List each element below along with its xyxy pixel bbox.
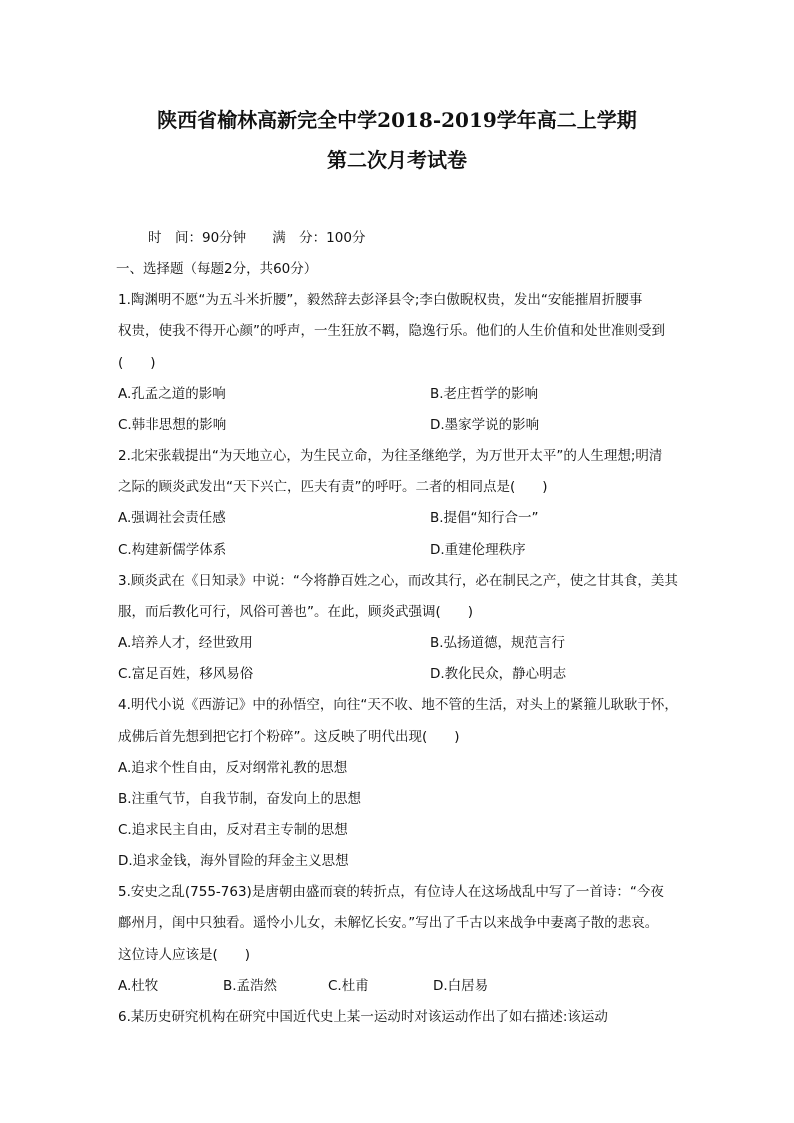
- option-a: A.培养人才，经世致用: [118, 635, 253, 652]
- question-4-line: 4.明代小说《西游记》中的孙悟空，向往“天不收、地不管的生活，对头上的紧箍儿耿耿于怀，: [118, 697, 678, 714]
- option-c: C.富足百姓，移风易俗: [118, 666, 254, 683]
- option-d: D.追求金钱，海外冒险的拜金主义思想: [118, 853, 349, 870]
- question-2-line: 2.北宋张载提出“为天地立心，为生民立命，为往圣继绝学，为万世开太平”的人生理想;明清: [118, 448, 663, 465]
- section-heading: 一、选择题（每题2分，共60分）: [116, 261, 318, 278]
- question-1-line: ( ): [118, 354, 156, 371]
- question-5-line: 鄜州月，闺中只独看。遥怜小儿女，未解忆长安。”写出了千古以来战争中妻离子散的悲哀。: [118, 915, 659, 932]
- option-b: B.注重气节，自我节制，奋发向上的思想: [118, 790, 362, 807]
- option-d: D.白居易: [433, 977, 489, 994]
- option-b: B.老庄哲学的影响: [430, 385, 539, 402]
- question-1-line: 权贵，使我不得开心颜”的呼声，一生狂放不羁，隐逸行乐。他们的人生价值和处世准则受到: [118, 323, 665, 340]
- option-b: B.孟浩然: [223, 977, 278, 994]
- question-5-line: 5.安史之乱(755-763)是唐朝由盛而衰的转折点，有位诗人在这场战乱中写了一首诗：“今夜: [118, 884, 664, 901]
- exam-body: [118, 223, 688, 1033]
- question-3-line: 服，而后教化可行，风俗可善也”。在此，顾炎武强调( ): [118, 603, 474, 620]
- option-a: A.追求个性自由，反对纲常礼教的思想: [118, 759, 348, 776]
- document-subtitle: 第二次月考试卷: [327, 148, 467, 172]
- document-title: 陕西省榆林高新完全中学2018-2019学年高二上学期: [157, 108, 637, 132]
- option-c: C.杜甫: [328, 977, 369, 994]
- option-b: B.提倡“知行合一”: [430, 510, 539, 527]
- question-1-line: 1.陶渊明不愿“为五斗米折腰”，毅然辞去彭泽县令;李白傲睨权贵，发出“安能摧眉折腰事: [118, 292, 643, 309]
- question-4-line: 成佛后首先想到把它打个粉碎”。这反映了明代出现( ): [118, 728, 460, 745]
- option-b: B.弘扬道德，规范言行: [430, 635, 566, 652]
- option-d: D.重建伦理秩序: [430, 541, 526, 558]
- option-c: C.韩非思想的影响: [118, 416, 227, 433]
- option-d: D.教化民众，静心明志: [430, 666, 567, 683]
- option-a: A.强调社会责任感: [118, 510, 226, 527]
- option-c: C.构建新儒学体系: [118, 541, 227, 558]
- option-a: A.杜牧: [118, 977, 159, 994]
- option-c: C.追求民主自由，反对君主专制的思想: [118, 821, 348, 838]
- exam-meta: [118, 223, 688, 254]
- question-5-line: 这位诗人应该是( ): [118, 946, 251, 963]
- exam-score: 满 分：100分: [272, 230, 366, 246]
- exam-time: 时 间：90分钟: [148, 230, 247, 246]
- question-6-line: 6.某历史研究机构在研究中国近代史上某一运动时对该运动作出了如右描述:该运动: [118, 1008, 608, 1025]
- option-a: A.孔孟之道的影响: [118, 385, 226, 402]
- option-d: D.墨家学说的影响: [430, 416, 540, 433]
- question-2-line: 之际的顾炎武发出“天下兴亡，匹夫有责”的呼吁。二者的相同点是( ): [118, 479, 548, 496]
- question-3-line: 3.顾炎武在《日知录》中说：“今将静百姓之心，而改其行，必在制民之产，使之甘其食，美其: [118, 572, 678, 589]
